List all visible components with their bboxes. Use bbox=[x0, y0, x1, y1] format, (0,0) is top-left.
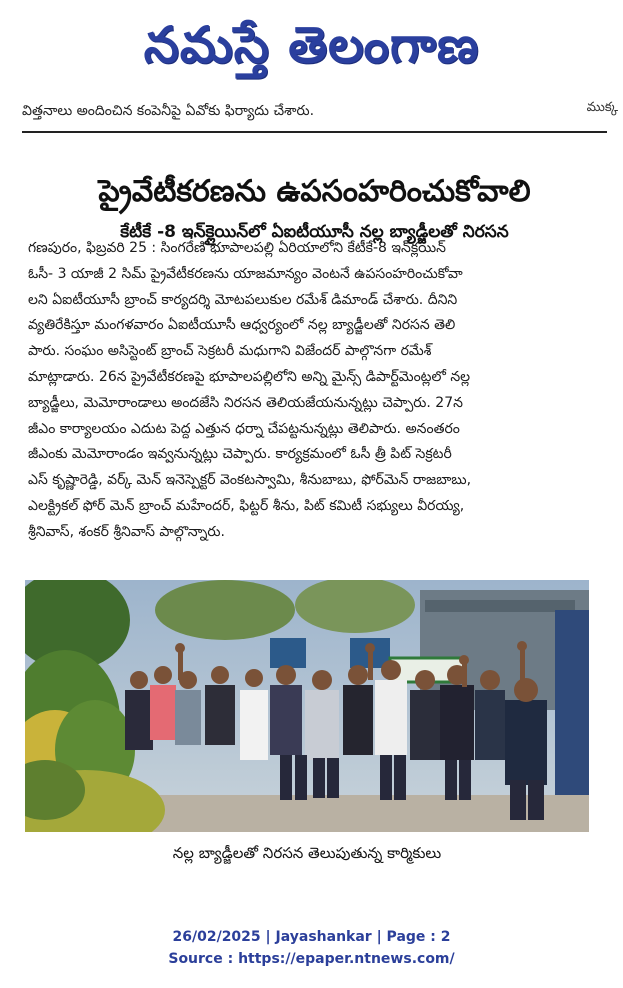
body-line: లని ఏఐటీయూసీ బ్రాంచ్ కార్యదర్శి మోటపలుకుల రమేశ్ డిమాండ్ చేశారు. దీనిని bbox=[28, 291, 458, 308]
body-line: మాట్లాడారు. 26న ప్రైవేటీకరణపై భూపాలపల్లిలోని అన్ని మైన్స్ డిపార్ట్‌మెంట్లలో నల్ల bbox=[28, 368, 471, 385]
body-line: పారు. సంఘం అసిస్టెంట్ బ్రాంచ్ సెక్రటరీ మధుగాని విజేందర్ పాల్గొనగా రమేశ్ bbox=[28, 343, 432, 360]
section-divider bbox=[22, 131, 607, 133]
previous-article-strip bbox=[22, 100, 622, 128]
body-line: శ్రీనివాస్, శంకర్ శ్రీనివాస్ పాల్గొన్నారు. bbox=[28, 523, 225, 540]
article-headline: ప్రైవేటీకరణను ఉపసంహరించుకోవాలి bbox=[98, 174, 531, 210]
body-line: ఓసీ- 3 యాజీ 2 సిమ్ ప్రైవేటీకరణను యాజమాన్యం వెంటనే ఉపసంహరించుకోవా bbox=[28, 265, 463, 282]
body-line: ఎలక్ట్రికల్ ఫోర్ మెన్ బ్రాంచ్ మహేందర్, ఫిట్టర్ శీను, పిట్ కమిటీ సభ్యులు వీరయ్య, bbox=[28, 497, 465, 514]
page-footer bbox=[0, 926, 623, 970]
body-line: వ్యతిరేకిస్తూ మంగళవారం ఏఐటీయూసీ ఆధ్వర్యంలో నల్ల బ్యాడ్జీలతో నిరసన తెలి bbox=[28, 317, 456, 334]
masthead bbox=[0, 0, 623, 92]
adjacent-column-cut-text: ముక్క bbox=[586, 100, 618, 115]
previous-article-text: విత్తనాలు అందించిన కంపెనీపై ఏవోకు ఫిర్యాదు చేశారు. bbox=[22, 103, 315, 119]
body-line: జీఎంకు మెమోరాండం ఇవ్వనున్నట్లు చెప్పారు. కార్యక్రమంలో ఓసీ త్రీ పిట్ సెక్రటరీ bbox=[28, 446, 452, 463]
body-line: ఎస్ కృష్ణారెడ్డి, వర్క్ మెన్ ఇనెస్పెక్టర్ వెంకటస్వామి, శీనుబాబు, ఫోర్‌మెన్ రాజబాబు, bbox=[28, 472, 472, 489]
edition-info: 26/02/2025 | Jayashankar | Page : 2 bbox=[172, 929, 451, 945]
newspaper-logo: నమస్తే తెలంగాణ bbox=[143, 15, 480, 74]
protest-photo bbox=[25, 580, 589, 832]
article-subheadline: కేటీకే -8 ఇన్‌క్లైయిన్‌లో ఏఐటీయూసీ నల్ల బ్యాడ్జీలతో నిరసన bbox=[120, 222, 509, 243]
article-body bbox=[28, 236, 584, 546]
photo-caption: నల్ల బ్యాడ్జీలతో నిరసన తెలుపుతున్న కార్మికులు bbox=[172, 844, 442, 862]
body-line: బ్యాడ్జీలు, మెమోరాండాలు అందజేసి నిరసన తెలియజేయనున్నట్లు చెప్పారు. 27న bbox=[28, 394, 463, 411]
body-line: గణపురం, ఫిబ్రవరి 25 : సింగరేణి భూపాలపల్లి ఏరియాలోని కేటీకే-8 ఇన్‌క్లయిన్ bbox=[28, 240, 446, 256]
body-line: జీఎం కార్యాలయం ఎదుట పెద్ద ఎత్తున ధర్నా చేపట్టనున్నట్లు తెలిపారు. అనంతరం bbox=[28, 420, 460, 437]
source-link[interactable]: Source : https://epaper.ntnews.com/ bbox=[168, 951, 455, 967]
